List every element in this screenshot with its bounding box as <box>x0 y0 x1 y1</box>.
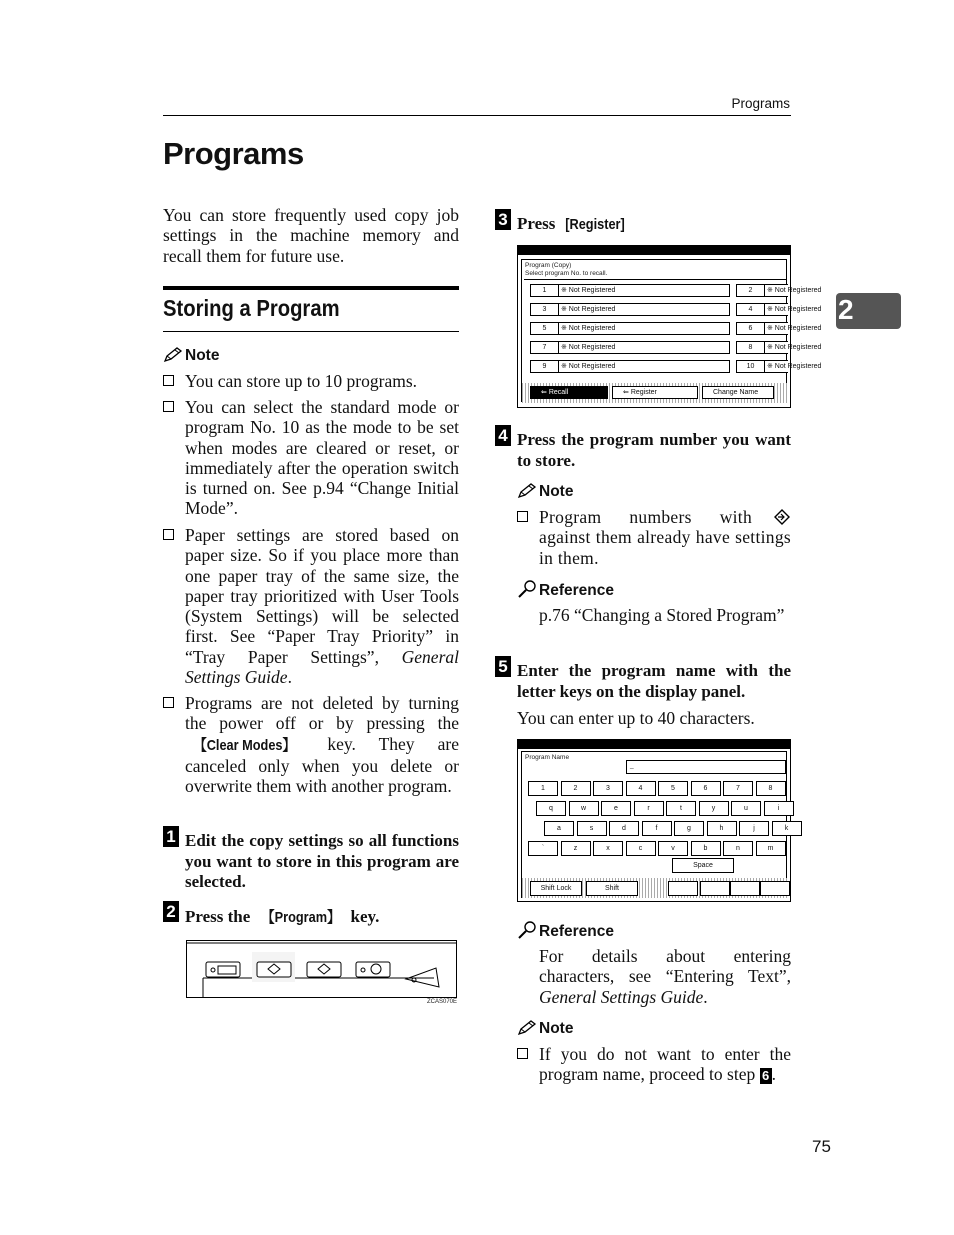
key-4[interactable]: 4 <box>626 781 656 796</box>
step-number-4: 4 <box>495 425 511 446</box>
program-status: ※ Not Registered <box>560 306 616 313</box>
note-label: Note <box>539 1020 574 1037</box>
change-name-button-label: Change Name <box>713 389 759 396</box>
note-item <box>163 371 459 393</box>
key-m[interactable]: m <box>756 841 786 856</box>
section-title: Storing a Program <box>163 295 340 321</box>
enter-icon: ⇐ <box>541 389 549 396</box>
key-r[interactable]: r <box>634 801 664 816</box>
reference-text: For details about entering characters, see “Entering Text”, General Settings Guide. <box>539 946 791 1007</box>
note-item <box>517 507 791 569</box>
key-k[interactable]: k <box>772 821 802 836</box>
note-item <box>163 397 459 522</box>
key-2[interactable]: 2 <box>561 781 591 796</box>
checkbox-bullet-icon <box>163 375 174 386</box>
key-6[interactable]: 6 <box>691 781 721 796</box>
clear-modes-key: 【Clear Modes】 <box>193 736 296 754</box>
header-rule <box>163 115 791 116</box>
program-slot-button[interactable] <box>736 360 822 373</box>
note-item <box>517 1044 791 1106</box>
chapter-number: 2 <box>838 294 854 325</box>
note-text <box>539 507 791 568</box>
key-g[interactable]: g <box>674 821 704 836</box>
note-text-tail: against them already have settings in them. <box>539 527 791 568</box>
key-d[interactable]: d <box>609 821 639 836</box>
key-x[interactable]: x <box>593 841 623 856</box>
note-label: Note <box>185 347 220 364</box>
reference-heading <box>517 921 614 941</box>
step-3-text <box>517 214 791 236</box>
key-`[interactable]: ` <box>528 841 558 856</box>
control-panel-drawing <box>186 940 457 998</box>
shift-key[interactable]: Shift <box>586 881 638 896</box>
note-text-main: Paper settings are stored based on paper size. So if you place more than one paper tray of the same size, the paper tray prioritized with User Tools (System Settings) will be selected first. See “Paper Tray Priority” in “Tray Paper Settings”, <box>185 525 459 667</box>
program-slot-button[interactable] <box>530 284 730 297</box>
program-name-label: Program Name <box>525 754 570 761</box>
program-number: 6 <box>737 323 765 334</box>
step-3-pre: Press <box>517 214 556 233</box>
note-heading <box>163 347 219 365</box>
note-text-tail: key. They are canceled only when you delete or overwrite them with another program. <box>185 733 460 797</box>
running-head: Programs <box>731 96 790 111</box>
key-v[interactable]: v <box>658 841 688 856</box>
program-slot-button[interactable] <box>530 341 730 354</box>
key-y[interactable]: y <box>699 801 729 816</box>
note-text: If you do not want to enter the program name, proceed to step 6 . <box>539 1044 791 1085</box>
section-rule-bottom <box>163 331 459 332</box>
guide-title: General Settings Guide <box>185 646 459 688</box>
note-text <box>185 693 459 796</box>
step-5-subtext: You can enter up to 40 characters. <box>517 708 755 728</box>
register-key: [Register] <box>564 216 625 233</box>
program-number: 10 <box>737 361 765 372</box>
program-key-label: Program <box>274 909 327 926</box>
program-number: 8 <box>737 342 765 353</box>
step-2-text <box>185 907 459 929</box>
function-key[interactable] <box>760 881 790 896</box>
function-key[interactable] <box>668 881 698 896</box>
reference-text: p.76 “Changing a Stored Program” <box>539 605 785 625</box>
key-8[interactable]: 8 <box>756 781 786 796</box>
page-title: Programs <box>163 136 304 171</box>
shift-lock-key[interactable]: Shift Lock <box>530 881 582 896</box>
screen-header-bar <box>518 740 790 749</box>
pencil-icon <box>517 1020 537 1036</box>
program-status: ※ Not Registered <box>560 363 616 370</box>
key-c[interactable]: c <box>626 841 656 856</box>
key-i[interactable]: i <box>764 801 794 816</box>
step-5-text: Enter the program name with the letter keys on the display panel. <box>517 661 791 701</box>
key-a[interactable]: a <box>544 821 574 836</box>
program-slot-button[interactable] <box>530 322 730 335</box>
note-text-main: If you do not want to enter the program name, proceed to step <box>539 1044 791 1085</box>
checkbox-bullet-icon <box>517 511 528 522</box>
register-button[interactable] <box>612 386 698 399</box>
keyboard-panel <box>521 751 787 898</box>
key-h[interactable]: h <box>707 821 737 836</box>
key-s[interactable]: s <box>577 821 607 836</box>
program-status: ※ Not Registered <box>560 344 616 351</box>
change-name-button[interactable] <box>702 386 774 399</box>
program-stored-icon <box>773 509 791 525</box>
program-status: ※ Not Registered <box>766 344 822 351</box>
register-button-label: Register <box>630 389 657 396</box>
recall-button-label: Recall <box>548 389 569 396</box>
program-number: 1 <box>531 285 559 296</box>
pencil-icon <box>517 483 537 499</box>
key-n[interactable]: n <box>723 841 753 856</box>
key-w[interactable]: w <box>569 801 599 816</box>
step-2-pre: Press the <box>185 907 251 926</box>
program-status: ※ Not Registered <box>766 363 822 370</box>
key-j[interactable]: j <box>739 821 769 836</box>
key-3[interactable]: 3 <box>593 781 623 796</box>
program-slot-button[interactable] <box>530 360 730 373</box>
program-number: 9 <box>531 361 559 372</box>
key-5[interactable]: 5 <box>658 781 688 796</box>
key-1[interactable]: 1 <box>528 781 558 796</box>
note-label: Note <box>539 483 574 500</box>
program-status: ※ Not Registered <box>766 325 822 332</box>
program-key: 【Program】 <box>261 909 340 926</box>
recall-button[interactable] <box>530 386 608 399</box>
function-key[interactable] <box>730 881 760 896</box>
program-slot-button[interactable] <box>530 303 730 316</box>
checkbox-bullet-icon <box>163 401 174 412</box>
divider <box>524 279 786 280</box>
note-heading <box>517 483 573 501</box>
pencil-icon <box>163 347 183 363</box>
reference-text-main: For details about entering characters, see “Entering Text”, <box>539 946 791 987</box>
page-number: 75 <box>812 1137 831 1156</box>
program-panel <box>521 259 822 402</box>
step-2-post: key. <box>350 907 380 926</box>
note-item <box>163 693 459 818</box>
reference-heading <box>517 580 614 600</box>
key-b[interactable]: b <box>691 841 721 856</box>
program-screen <box>517 245 822 408</box>
program-slot-button[interactable] <box>736 322 822 335</box>
note-text: You can select the standard mode or program No. 10 as the mode to be set when modes are cleared or reset, or immediately after the operation switch is turned on. See p.94 “Change Initial Mode”. <box>185 397 459 519</box>
checkbox-bullet-icon <box>163 697 174 708</box>
screen-header-bar <box>518 246 790 255</box>
program-status: ※ Not Registered <box>766 306 822 313</box>
step-ref-6[interactable]: 6 <box>760 1068 772 1084</box>
key-z[interactable]: z <box>561 841 591 856</box>
program-name-input[interactable] <box>626 760 786 774</box>
function-key[interactable] <box>700 881 730 896</box>
text-cursor: _ <box>630 762 634 769</box>
step-number-2: 2 <box>163 901 179 922</box>
program-status: ※ Not Registered <box>560 287 616 294</box>
key-f[interactable]: f <box>642 821 672 836</box>
program-number: 7 <box>531 342 559 353</box>
key-t[interactable]: t <box>666 801 696 816</box>
key-7[interactable]: 7 <box>723 781 753 796</box>
magnifier-icon <box>517 580 537 598</box>
note-text: You can store up to 10 programs. <box>185 371 418 391</box>
key-e[interactable]: e <box>601 801 631 816</box>
program-slot-button[interactable] <box>736 303 822 316</box>
clear-modes-label: Clear Modes <box>206 736 283 754</box>
program-number: 5 <box>531 323 559 334</box>
note-text-main: Programs are not deleted by turning the power off or by pressing the <box>185 693 459 734</box>
section-rule-top <box>163 286 459 290</box>
program-status: ※ Not Registered <box>766 287 822 294</box>
step-number-3: 3 <box>495 209 511 230</box>
key-q[interactable]: q <box>536 801 566 816</box>
program-slot-button[interactable] <box>736 341 822 354</box>
chapter-tab <box>836 293 901 329</box>
program-screen-title: Program (Copy) <box>525 262 572 269</box>
checkbox-bullet-icon <box>517 1048 528 1059</box>
program-screen-instruction: Select program No. to recall. <box>525 270 608 277</box>
step-number-1: 1 <box>163 826 179 847</box>
note-text-main: Program numbers with <box>539 507 753 527</box>
key-u[interactable]: u <box>731 801 761 816</box>
note-item <box>163 525 459 690</box>
intro-paragraph: You can store frequently used copy job settings in the machine memory and recall them for future use. <box>163 205 459 266</box>
step-1-text: Edit the copy settings so all functions you want to store in this program are selected. <box>185 831 459 891</box>
program-number: 3 <box>531 304 559 315</box>
reference-label: Reference <box>539 582 614 599</box>
program-status: ※ Not Registered <box>560 325 616 332</box>
program-name-screen <box>517 739 791 902</box>
program-number: 4 <box>737 304 765 315</box>
control-panel-illustration <box>186 940 457 1005</box>
guide-title: General Settings Guide <box>539 986 704 1007</box>
program-slot-button[interactable] <box>736 284 822 297</box>
enter-icon: ⇐ <box>623 389 631 396</box>
checkbox-bullet-icon <box>163 529 174 540</box>
space-key[interactable]: Space <box>672 858 734 873</box>
note-text: Paper settings are stored based on paper size. So if you place more than one paper tray of the same size, the paper tray prioritized with User Tools (System Settings) will be selected first. See “Paper Tray Priority” in “Tray Paper Settings”, General Settings Guide. <box>185 525 459 688</box>
step-4-text: Press the program number you want to store. <box>517 430 791 470</box>
magnifier-icon <box>517 921 537 939</box>
step-number-5: 5 <box>495 656 511 677</box>
figure-caption: ZCAS070E <box>426 999 457 1005</box>
note-heading <box>517 1020 573 1038</box>
reference-label: Reference <box>539 923 614 940</box>
program-number: 2 <box>737 285 765 296</box>
